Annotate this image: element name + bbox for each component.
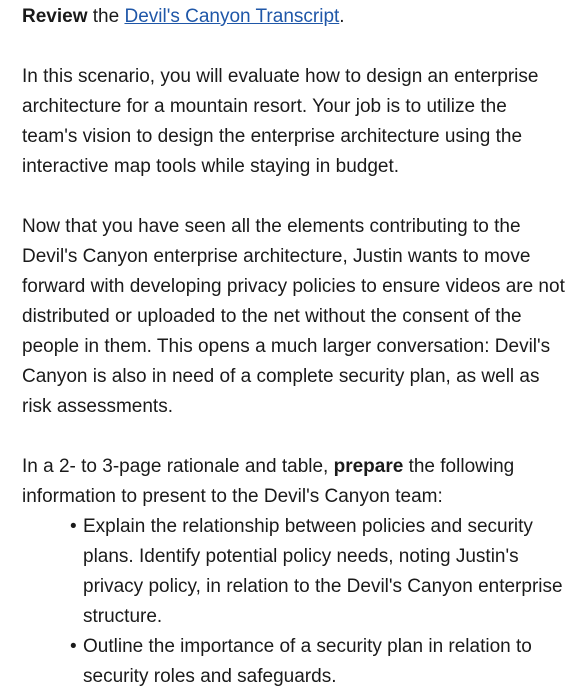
list-item-text: Outline the importance of a security plan in relation to security roles and safeguards. bbox=[83, 636, 532, 687]
review-line bbox=[22, 2, 563, 32]
instructions-lead: In a 2- to 3-page rationale and table, bbox=[22, 456, 334, 477]
instructions-paragraph bbox=[22, 452, 563, 512]
review-connector: the bbox=[87, 6, 125, 27]
paragraph-spacer bbox=[22, 182, 563, 212]
bullet-icon: • bbox=[70, 636, 77, 657]
list-item-text: Explain the relationship between policies and security plans. Identify potential policy needs, noting Justin's privacy policy, in relation to the Devil's Canyon enterprise structure. bbox=[83, 516, 563, 627]
paragraph-spacer bbox=[22, 422, 563, 452]
instructions-verb: prepare bbox=[333, 456, 404, 477]
requirements-list bbox=[22, 512, 563, 692]
context-paragraph: Now that you have seen all the elements contributing to the Devil's Canyon enterprise architecture, Justin wants to move forward with developing privacy policies to ensure videos are not distributed or uploaded to the net without the consent of the people in them. This opens a much larger conversation: Devil's Canyon is also in need of a complete security plan, as well as risk assessments. bbox=[22, 216, 565, 417]
list-item bbox=[70, 512, 563, 632]
review-label: Review bbox=[22, 6, 88, 27]
transcript-link[interactable]: Devil's Canyon Transcript bbox=[124, 6, 340, 27]
paragraph-spacer bbox=[22, 32, 563, 62]
instructions-tail: the following information to present to the Devil's Canyon team: bbox=[22, 456, 515, 507]
bullet-icon: • bbox=[70, 516, 77, 537]
review-period: . bbox=[339, 6, 345, 27]
scenario-paragraph: In this scenario, you will evaluate how to design an enterprise architecture for a mountain resort. Your job is to utilize the team's vision to design the enterprise architecture using the interactive map tools while staying in budget. bbox=[22, 66, 539, 177]
list-item bbox=[70, 632, 563, 692]
